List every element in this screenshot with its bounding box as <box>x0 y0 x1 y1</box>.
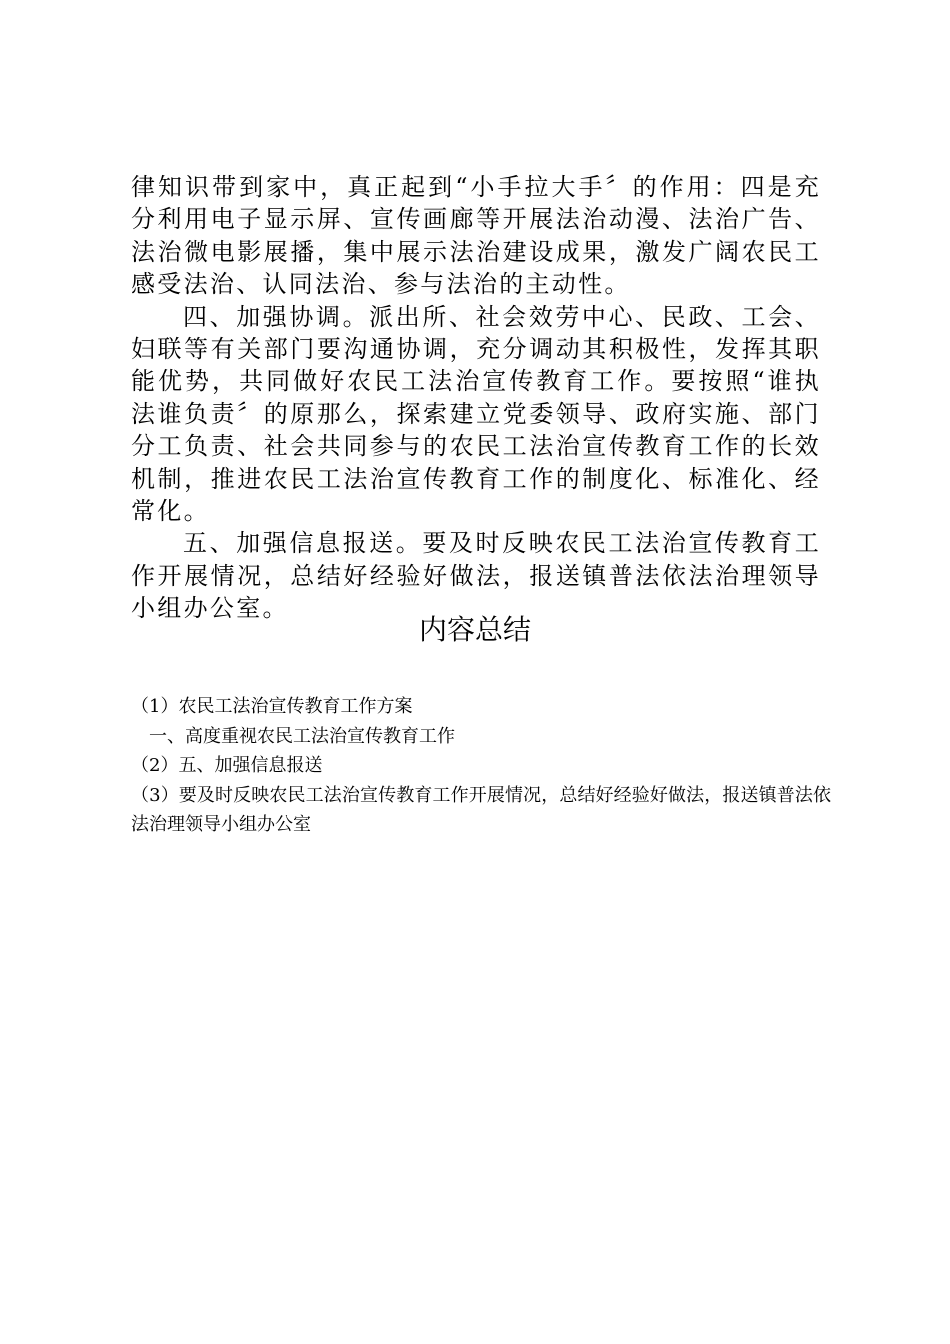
summary-item-3: （3）要及时反映农民工法治宣传教育工作开展情况，总结好经验好做法，报送镇普法依法治理领导小组办公室 <box>131 784 831 835</box>
summary-item-1: （1）农民工法治宣传教育工作方案 <box>131 696 413 717</box>
paragraph-coordination: 四、加强协调。派出所、社会效劳中心、民政、工会、妇联等有关部门要沟通协调，充分调动其积极性，发挥其职能优势，共同做好农民工法治宣传教育工作。要按照“谁执法谁负责〞的原那么，探索建立党委领导、政府实施、部门分工负责、社会共同参与的农民工法治宣传教育工作的长效机制，推进农民工法治宣传教育工作的制度化、标准化、经常化。 <box>131 302 821 526</box>
summary-item-1-sub: 一、高度重视农民工法治宣传教育工作 <box>149 725 455 747</box>
summary-list <box>131 692 831 840</box>
body-text <box>131 171 821 625</box>
summary-item-2: （2）五、加强信息报送 <box>131 755 323 776</box>
paragraph-continuation: 律知识带到家中，真正起到“小手拉大手〞的作用：四是充分利用电子显示屏、宣传画廊等开展法治动漫、法治广告、法治微电影展播，集中展示法治建设成果，激发广阔农民工感受法治、认同法治、参与法治的主动性。 <box>131 173 821 299</box>
paragraph-reporting: 五、加强信息报送。要及时反映农民工法治宣传教育工作开展情况，总结好经验好做法，报送镇普法依法治理领导小组办公室。 <box>131 529 821 623</box>
summary-title: 内容总结 <box>418 613 531 646</box>
